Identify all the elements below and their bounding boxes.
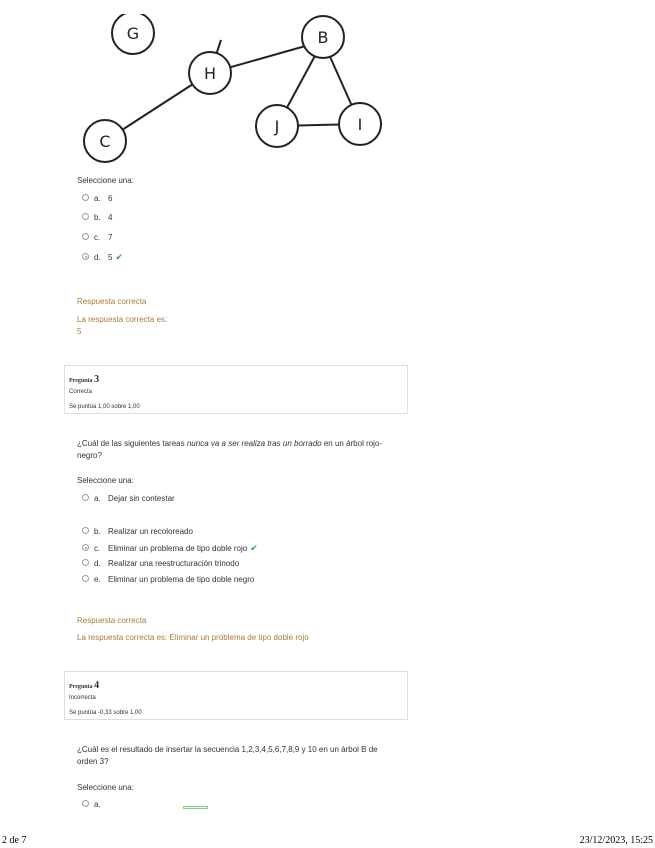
q3-option-e[interactable]: e. Eliminar un problema de tipo doble negro	[82, 574, 254, 586]
radio-icon[interactable]	[82, 527, 89, 534]
radio-icon[interactable]	[82, 213, 89, 220]
node-j-label: J	[274, 117, 280, 136]
q2-correct-label: La respuesta correcta es:	[77, 315, 168, 324]
q3-info-box	[64, 365, 408, 414]
node-c-label: C	[99, 132, 111, 151]
q4-label: Pregunta 4	[69, 680, 100, 691]
q4-select-prompt: Seleccione una:	[77, 783, 134, 792]
q3-grade: Se puntúa 1,00 sobre 1,00	[69, 404, 140, 410]
q4-number: 4	[94, 680, 100, 691]
q2-select-prompt: Seleccione una:	[77, 176, 134, 185]
q4-info-box	[64, 671, 408, 720]
node-b-label: B	[317, 28, 329, 47]
q3-feedback-title: Respuesta correcta	[77, 616, 147, 625]
q2-option-c[interactable]: c. 7	[82, 232, 112, 244]
q3-question-text: ¿Cuál de las siguientes tareas nunca va a ser realiza tras un borrado en un árbol rojo-negro?	[77, 439, 383, 460]
radio-icon[interactable]	[82, 233, 89, 240]
print-page-number: 2 de 7	[2, 835, 27, 846]
check-icon: ✔	[115, 252, 123, 262]
node-g-label: G	[126, 24, 140, 43]
node-h-label: H	[203, 64, 217, 83]
radio-icon[interactable]	[82, 194, 89, 201]
q2-feedback-title: Respuesta correcta	[77, 297, 147, 306]
q3-select-prompt: Seleccione una:	[77, 476, 134, 485]
q3-option-c[interactable]: c. Eliminar un problema de tipo doble rojo ✔	[82, 542, 258, 554]
radio-icon[interactable]	[82, 800, 89, 807]
q3-option-d[interactable]: d. Realizar una reestructuración trinodo	[82, 558, 239, 570]
graph-diagram	[0, 0, 655, 170]
radio-checked-icon[interactable]	[82, 253, 89, 260]
node-i-label: I	[357, 115, 363, 134]
q2-correct-value: 5	[77, 327, 82, 336]
q4-question-text: ¿Cuál es el resultado de insertar la secuencia 1,2,3,4,5,6,7,8,9 y 10 en un árbol B de orden 3?	[77, 745, 378, 766]
radio-icon[interactable]	[82, 575, 89, 582]
q3-state: Correcta	[69, 389, 93, 395]
q4-answer-image-edge	[183, 806, 208, 809]
q4-state: Incorrecta	[69, 695, 96, 701]
q3-option-a[interactable]: a. Dejar sin contestar	[82, 493, 175, 505]
q2-option-d[interactable]: d. 5 ✔	[82, 251, 123, 263]
q3-option-b[interactable]: b. Realizar un recoloreado	[82, 526, 193, 538]
check-icon: ✔	[250, 543, 258, 553]
q3-number: 3	[94, 374, 100, 385]
print-footer	[0, 834, 655, 848]
q2-option-b[interactable]: b. 4	[82, 212, 112, 224]
print-datetime: 23/12/2023, 15:25	[579, 835, 653, 846]
radio-icon[interactable]	[82, 494, 89, 501]
q3-correct-answer: La respuesta correcta es: Eliminar un problema de tipo doble rojo	[77, 633, 309, 642]
q4-option-a[interactable]: a.	[82, 799, 108, 811]
q4-grade: Se puntúa -0,33 sobre 1,00	[69, 710, 142, 716]
q2-option-a[interactable]: a. 6	[82, 193, 112, 205]
radio-icon[interactable]	[82, 559, 89, 566]
q3-label: Pregunta 3	[69, 374, 100, 385]
radio-checked-icon[interactable]	[82, 544, 89, 551]
